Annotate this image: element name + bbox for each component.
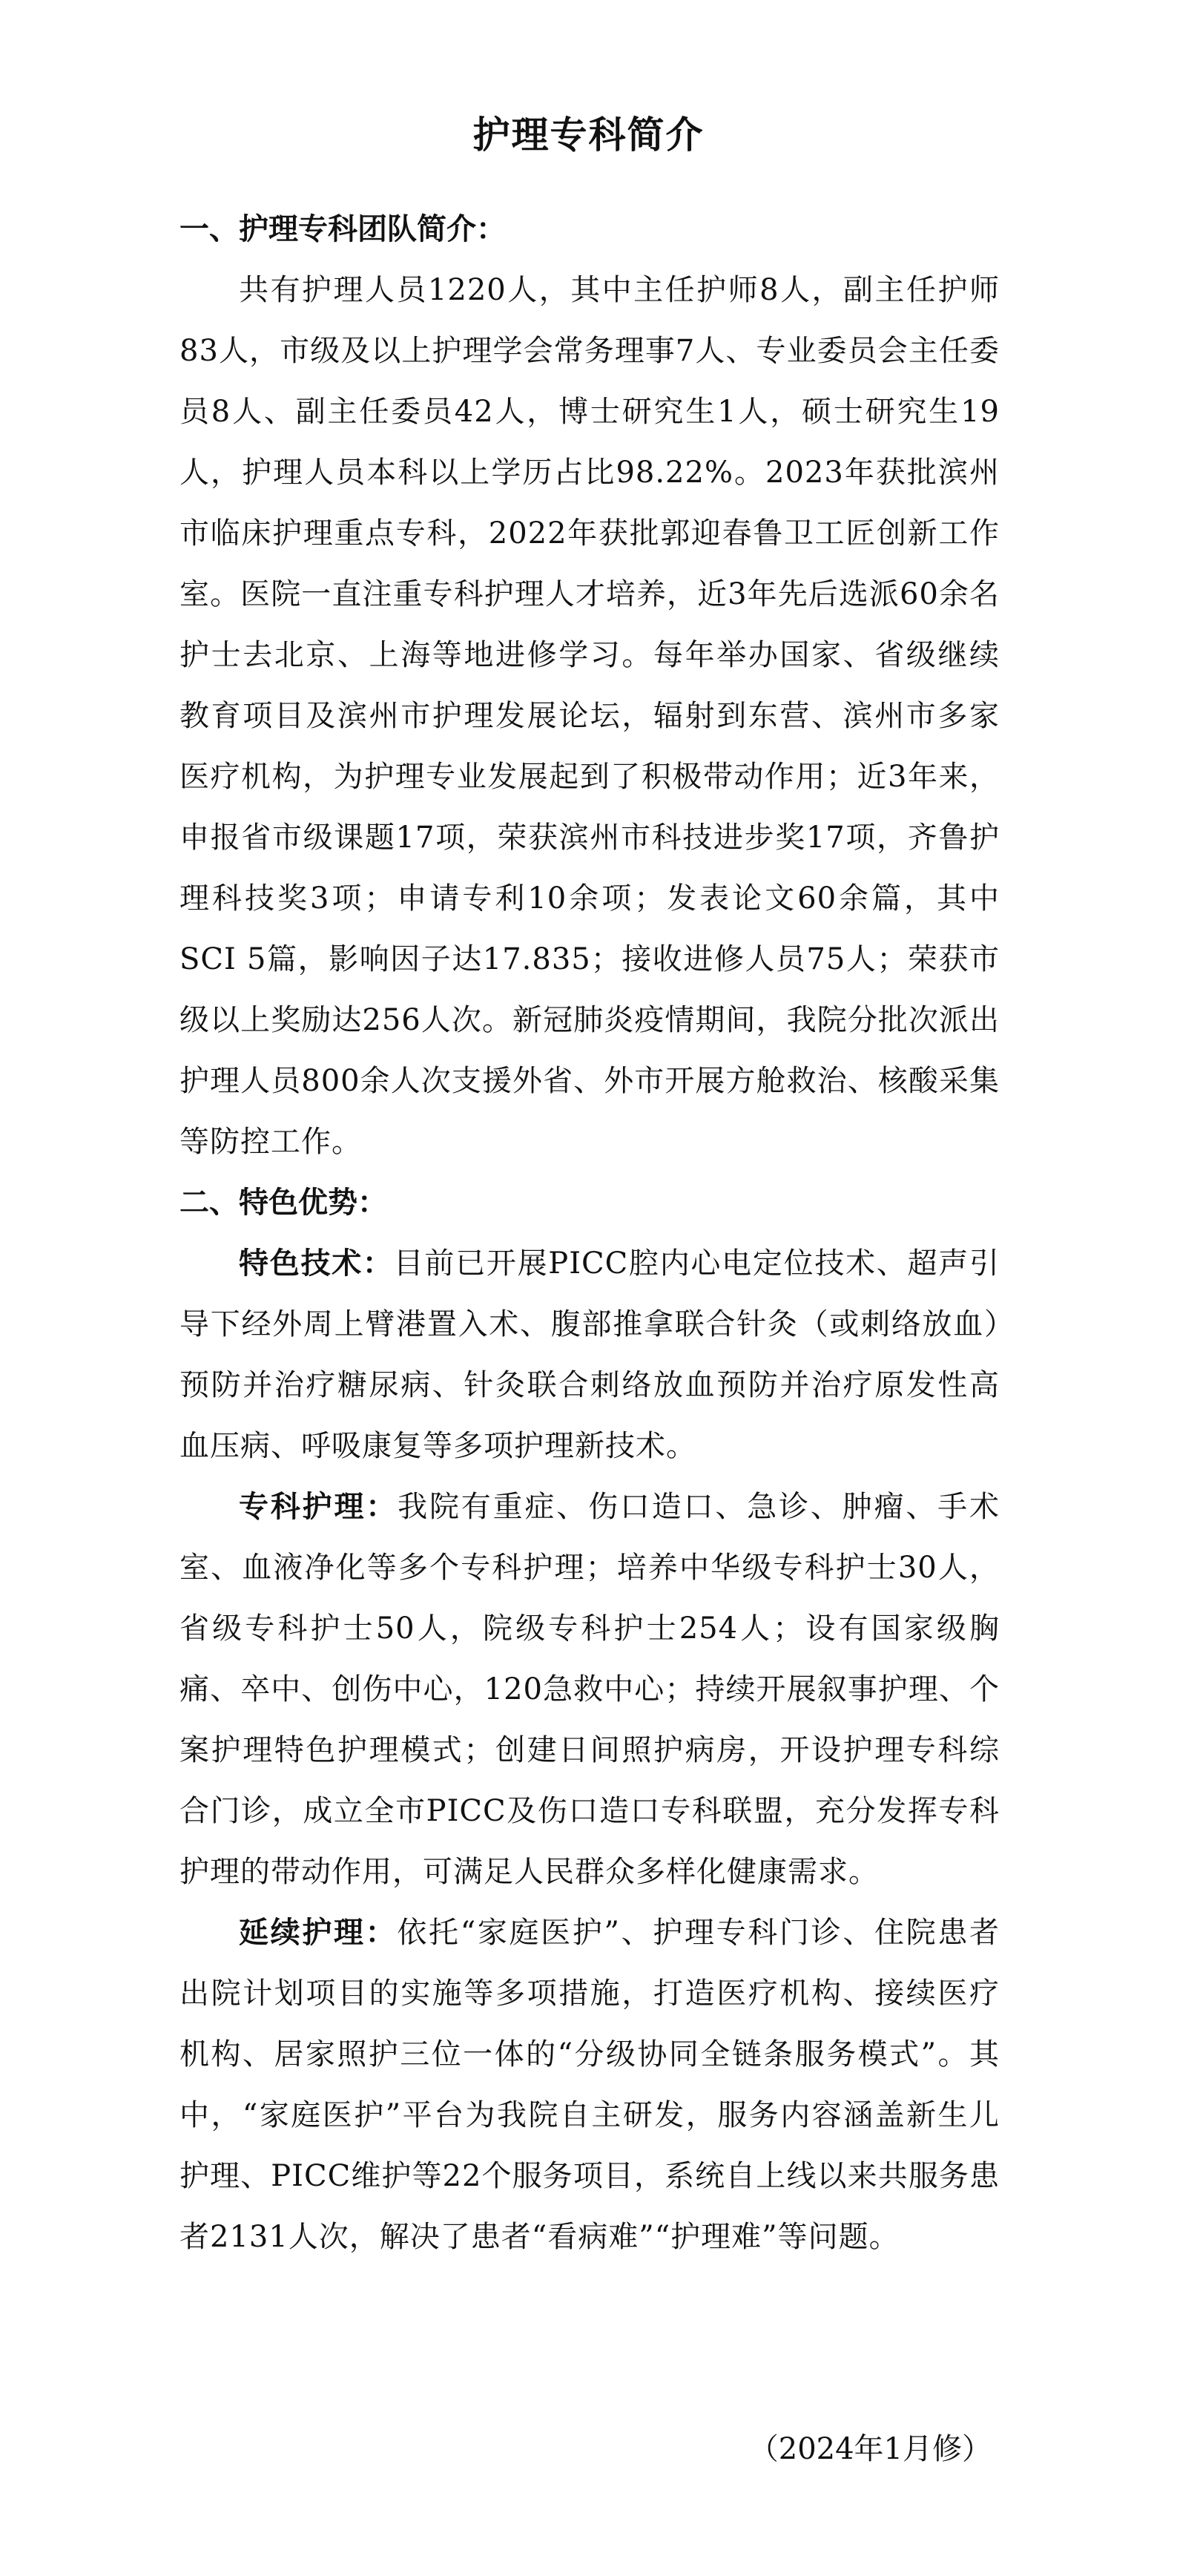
section-features [179, 1172, 1000, 2267]
paragraph-specialty-nursing [179, 1476, 1000, 1902]
paragraph-special-tech [179, 1233, 1000, 1476]
paragraph-lead: 专科护理： [239, 1490, 398, 1524]
paragraph-text: 目前已开展PICC腔内心电定位技术、超声引导下经外周上臂港置入术、腹部推拿联合针灸（或刺络放血）预防并治疗糖尿病、针灸联合刺络放血预防并治疗原发性高血压病、呼吸康复等多项护理新技术。 [179, 1246, 1000, 1463]
paragraph-text: 共有护理人员1220人，其中主任护师8人，副主任护师83人，市级及以上护理学会常务理事7人、专业委员会主任委员8人、副主任委员42人，博士研究生1人，硕士研究生19人，护理人员本科以上学历占比98.22%。2023年获批滨州市临床护理重点专科，2022年获批郭迎春鲁卫工匠创新工作室。医院一直注重专科护理人才培养，近3年先后选派60余名护士去北京、上海等地进修学习。每年举办国家、省级继续教育项目及滨州市护理发展论坛，辐射到东营、滨州市多家医疗机构，为护理专业发展起到了积极带动作用；近3年来，申报省市级课题17项，荣获滨州市科技进步奖17项，齐鲁护理科技奖3项；申请专利10余项；发表论文60余篇，其中SCI 5篇，影响因子达17.835；接收进修人员75人；荣获市级以上奖励达256人次。新冠肺炎疫情期间，我院分批次派出护理人员800余人次支援外省、外市开展方舱救治、核酸采集等防控工作。 [179, 273, 1000, 1159]
section-heading-features: 二、特色优势： [179, 1186, 387, 1220]
document-body [179, 199, 1000, 2267]
revision-date-note: （2024年1月修） [748, 2432, 992, 2466]
paragraph-text: 依托“家庭医护”、护理专科门诊、住院患者出院计划项目的实施等多项措施，打造医疗机构、接续医疗机构、居家照护三位一体的“分级协同全链条服务模式”。其中，“家庭医护”平台为我院自主研发，服务内容涵盖新生儿护理、PICC维护等22个服务项目，系统自上线以来共服务患者2131人次，解决了患者“看病难”“护理难”等问题。 [179, 1916, 1000, 2254]
paragraph-lead: 延续护理： [239, 1916, 398, 1950]
paragraph-lead: 特色技术： [239, 1246, 394, 1281]
paragraph-team-intro [179, 260, 1000, 1172]
paragraph-text: 我院有重症、伤口造口、急诊、肿瘤、手术室、血液净化等多个专科护理；培养中华级专科护士30人，省级专科护士50人，院级专科护士254人；设有国家级胸痛、卒中、创伤中心，120急救中心；持续开展叙事护理、个案护理特色护理模式；创建日间照护病房，开设护理专科综合门诊，成立全市PICC及伤口造口专科联盟，充分发挥专科护理的带动作用，可满足人民群众多样化健康需求。 [179, 1490, 1000, 1889]
section-team-intro [179, 199, 1000, 1172]
page-title: 护理专科简介 [472, 114, 705, 157]
paragraph-continuing-care [179, 1902, 1000, 2267]
section-heading-team: 一、护理专科团队简介： [179, 212, 506, 246]
